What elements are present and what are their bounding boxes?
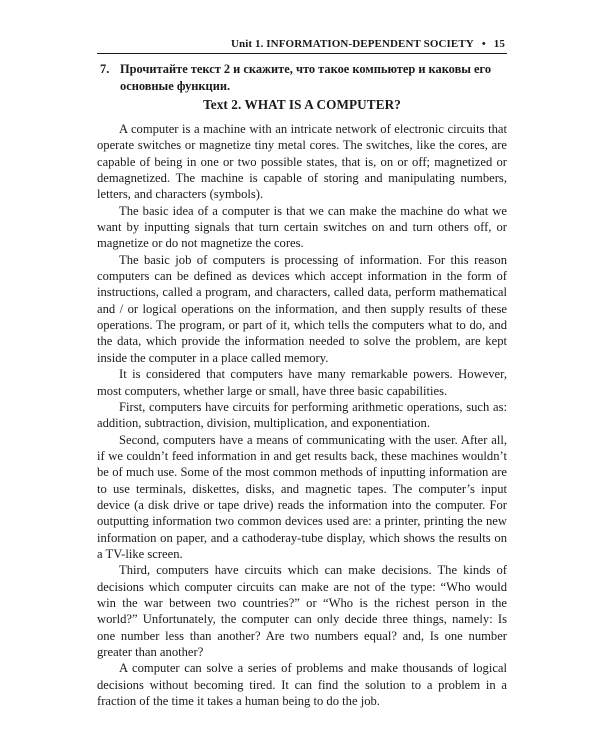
paragraph: The basic idea of a computer is that we can make the machine do what we want by inputting signals that turn certain switches on and turn others off, or magnetize or do not magnetize the cores. <box>97 203 507 251</box>
header-rule <box>97 53 507 54</box>
exercise-instruction <box>100 61 520 94</box>
exercise-text: Прочитайте текст 2 и скажите, что такое компьютер и каковы его основные функции. <box>120 62 492 93</box>
exercise-number: 7. <box>100 62 110 76</box>
paragraph: First, computers have circuits for performing arithmetic operations, such as: addition, subtraction, division, multiplication, and exponentiation. <box>97 399 507 431</box>
paragraph: A computer can solve a series of problems and make thousands of logical decisions without becoming tired. It can find the solution to a problem in a fraction of the time it takes a human being to do the job. <box>97 661 507 709</box>
text-title: Text 2. WHAT IS A COMPUTER? <box>203 97 401 112</box>
body-text <box>97 121 507 709</box>
paragraph: The basic job of computers is processing of information. For this reason computers can be defined as devices which accept information in the form of instructions, called a program, and characters, called data, perform mathematical and / or logical operations on the information, and then supply results of these operations. The program, or part of it, which tells the computers what to do, and the data, which provide the information needed to solve the problem, are kept inside the computer in a place called memory. <box>97 252 507 365</box>
paragraph: Third, computers have circuits which can make decisions. The kinds of decisions which computer circuits can make are not of the type: “Who would win the war between two countries?” or “Who is the richest person in the world?” Unfortunately, the computer can only decide three things, namely: Is one number less than another? Are two numbers equal? and, Is one number greater than another? <box>97 563 507 659</box>
running-head-separator: • <box>481 38 486 50</box>
paragraph: A computer is a machine with an intricate network of electronic circuits that operate switches or magnetize tiny metal cores. The switches, like the cores, are capable of being in one or two possible states, that is, on or off; magnetized or demagnetized. The machine is capable of storing and manipulating numbers, letters, and characters (symbols). <box>97 122 507 202</box>
running-head-title: Unit 1. INFORMATION-DEPENDENT SOCIETY <box>230 38 474 50</box>
page-number: 15 <box>493 38 505 50</box>
paragraph: It is considered that computers have many remarkable powers. However, most computers, whether large or small, have three basic capabilities. <box>97 367 507 398</box>
paragraph: Second, computers have a means of communicating with the user. After all, if we couldn’t feed information in and get results back, these machines wouldn’t be of much use. Some of the most common methods of inputting information are to use terminals, diskettes, disks, and magnetic tapes. The computer’s input device (a disk drive or tape drive) reads the information into the computer. For outputting information two common devices used are: a printer, printing the new information on paper, and a cathoderay-tube display, which shows the results on a TV-like screen. <box>97 432 507 561</box>
running-head <box>231 38 505 50</box>
